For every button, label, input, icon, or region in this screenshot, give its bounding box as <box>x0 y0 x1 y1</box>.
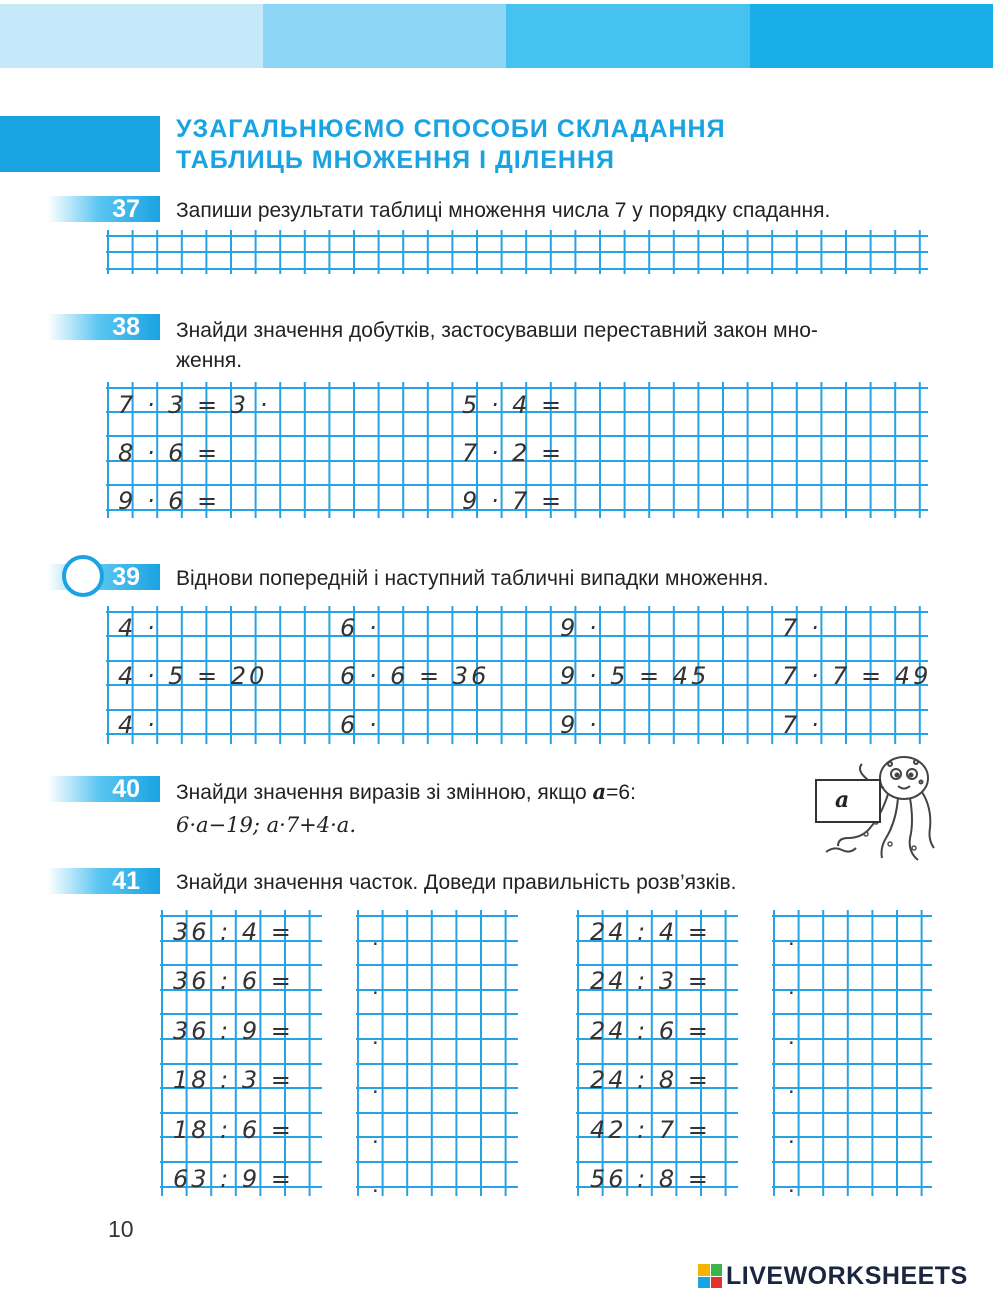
task-39-expr: 6 · <box>340 614 380 642</box>
page-title-line2: ТАБЛИЦЬ МНОЖЕННЯ І ДІЛЕННЯ <box>176 146 616 174</box>
task-37-text: Запиши результати таблиці множення числа 7 у порядку спадання. <box>176 199 831 222</box>
task-41-right-expr: 56 : 8 = <box>590 1165 711 1193</box>
task-40-number: 40 <box>112 775 140 803</box>
task-41-left-expr: 18 : 3 = <box>173 1066 294 1094</box>
task-37-answer-area[interactable] <box>108 236 925 269</box>
task-39-text: Віднови попередній і наступний табличні випадки множення. <box>176 567 769 590</box>
task-41-right-expr: 24 : 8 = <box>590 1066 711 1094</box>
task-41-check-dot: . <box>372 924 379 951</box>
task-41-left-expr: 18 : 6 = <box>173 1116 294 1144</box>
task-41-left-expr: 63 : 9 = <box>173 1165 294 1193</box>
task-41-right-expr: 24 : 6 = <box>590 1017 711 1045</box>
task-40-text <box>176 779 636 805</box>
task-39-expr: 9 · <box>560 711 600 739</box>
liveworksheets-logo-icon <box>698 1264 722 1288</box>
task-39-expr: 7 · <box>782 711 822 739</box>
octopus-card-label: a <box>835 787 850 813</box>
task-41-check-dot: . <box>372 1171 379 1198</box>
task-39-expr: 9 · 5 = 45 <box>560 662 710 690</box>
task-39-expr: 6 · <box>340 711 380 739</box>
task-38-expr: 7 · 3 = 3 · <box>118 391 271 419</box>
task-41-left-expr: 36 : 4 = <box>173 918 294 946</box>
task-39-number: 39 <box>112 563 140 591</box>
task-39-expr: 4 · 5 = 20 <box>118 662 268 690</box>
task-40-expressions: 6·a−19; a·7+4·a. <box>176 813 357 837</box>
page-number: 10 <box>108 1216 134 1242</box>
task-41-left-expr: 36 : 9 = <box>173 1017 294 1045</box>
task-38-expr: 9 · 6 = <box>118 487 221 515</box>
task-41-check-dot: . <box>788 1023 795 1050</box>
task-38-text-line2: ження. <box>176 349 243 372</box>
task-39-marker-circle-icon <box>62 555 104 597</box>
task-39-expr: 9 · <box>560 614 600 642</box>
task-38-number: 38 <box>112 313 140 341</box>
task-38-number-tab <box>48 314 160 340</box>
task-39-expr: 7 · 7 = 49 <box>782 662 932 690</box>
task-41-check-dot: . <box>788 1072 795 1099</box>
watermark: LIVEWORKSHEETS <box>726 1262 968 1290</box>
task-40-variable-value: =6: <box>606 781 636 804</box>
task-41-right-expr: 24 : 4 = <box>590 918 711 946</box>
task-41-right-expr: 42 : 7 = <box>590 1116 711 1144</box>
task-38-expr: 9 · 7 = <box>462 487 565 515</box>
task-41-left-expr: 36 : 6 = <box>173 967 294 995</box>
page-title-line1: УЗАГАЛЬНЮЄМО СПОСОБИ СКЛАДАННЯ <box>176 115 726 143</box>
task-41-right-expr: 24 : 3 = <box>590 967 711 995</box>
task-39-expr: 7 · <box>782 614 822 642</box>
task-41-check-dot: . <box>372 1072 379 1099</box>
task-40-variable: a <box>592 779 607 804</box>
octopus-mascot-icon <box>806 752 936 867</box>
task-41-check-dot: . <box>788 973 795 1000</box>
task-41-check-dot: . <box>788 924 795 951</box>
task-39-expr: 4 · <box>118 711 158 739</box>
task-41-text: Знайди значення часток. Доведи правильність розв’язків. <box>176 871 737 894</box>
task-41-check-dot: . <box>372 1023 379 1050</box>
task-41-check-dot: . <box>788 1122 795 1149</box>
task-38-text-line1: Знайди значення добутків, застосувавши переставний закон мно- <box>176 319 818 342</box>
task-37-number-tab <box>48 196 160 222</box>
task-41-check-dot: . <box>372 973 379 1000</box>
task-41-number: 41 <box>112 867 140 895</box>
task-41-check-dot: . <box>788 1171 795 1198</box>
task-41-number-tab <box>48 868 160 894</box>
task-39-expr: 4 · <box>118 614 158 642</box>
task-40-number-tab <box>48 776 160 802</box>
task-37-number: 37 <box>112 195 140 223</box>
task-38-expr: 8 · 6 = <box>118 439 221 467</box>
task-40-text-prefix: Знайди значення виразів зі змінною, якщо <box>176 781 587 804</box>
task-39-expr: 6 · 6 = 36 <box>340 662 490 690</box>
task-38-expr: 7 · 2 = <box>462 439 565 467</box>
task-41-check-dot: . <box>372 1122 379 1149</box>
task-38-expr: 5 · 4 = <box>462 391 565 419</box>
